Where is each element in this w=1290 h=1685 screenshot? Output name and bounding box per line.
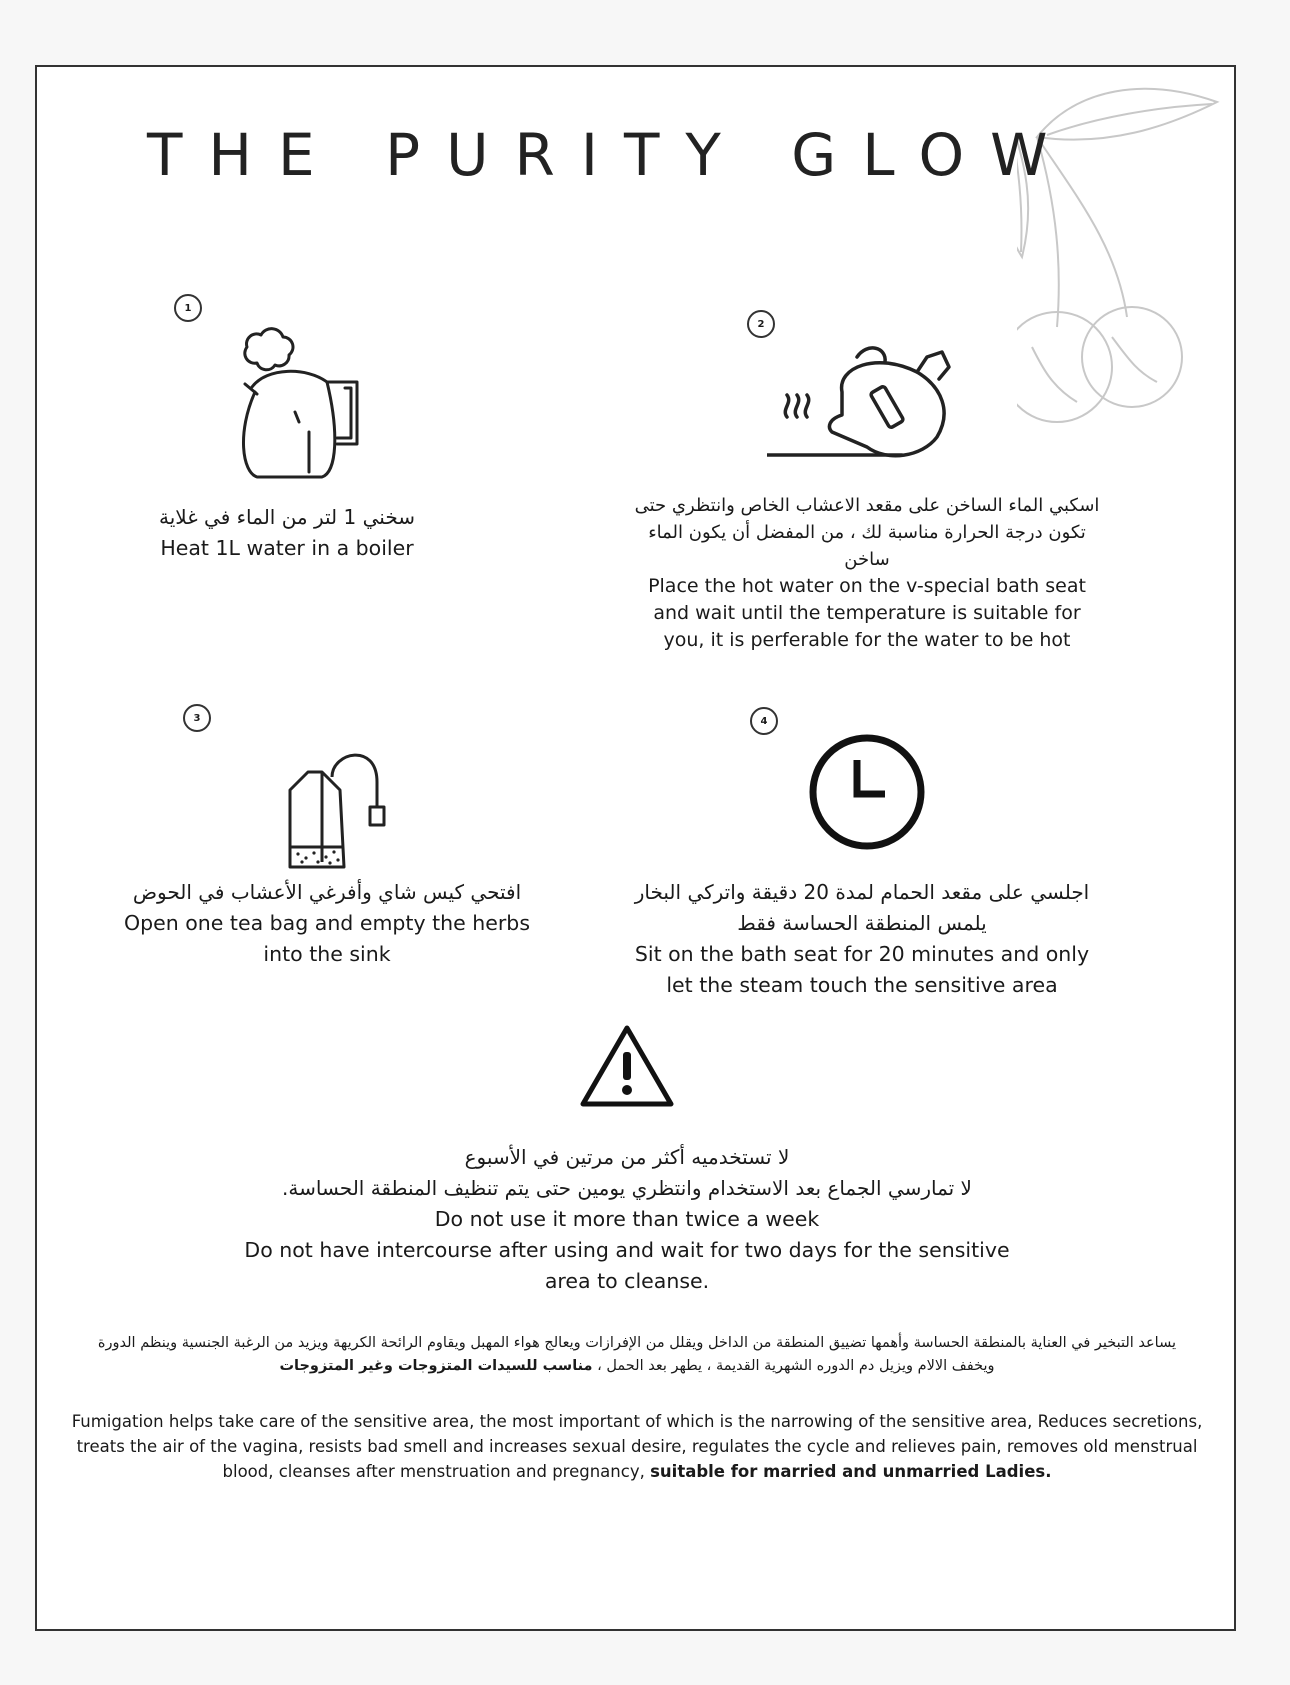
step-number-1: 1	[174, 294, 202, 322]
step-number-2: 2	[747, 310, 775, 338]
page-title: THE PURITY GLOW	[147, 121, 1074, 189]
warning-arabic-1: لا تستخدميه أكثر من مرتين في الأسبوع	[464, 1145, 790, 1169]
pouring-kettle-icon	[767, 337, 987, 467]
step-2-arabic: اسكبي الماء الساخن على مقعد الاعشاب الخاص وانتظري حتى تكون درجة الحرارة مناسبة لك ، من المفضل أن يكون الماء ساخن	[634, 495, 1100, 570]
step-4-english: Sit on the bath seat for 20 minutes and only let the steam touch the sensitive area	[634, 942, 1090, 997]
tea-bag-icon	[282, 742, 392, 877]
warning-arabic-2: لا تمارسي الجماع بعد الاستخدام وانتظري يومين حتى يتم تنظيف المنطقة الحساسة.	[282, 1176, 972, 1200]
info-english-bold: suitable for married and unmarried Ladies.	[650, 1462, 1052, 1481]
step-4-text	[632, 877, 1092, 1001]
step-3-arabic: افتحي كيس شاي وأفرغي الأعشاب في الحوض	[132, 880, 522, 904]
kettle-icon	[227, 322, 367, 482]
step-2-text	[632, 492, 1102, 654]
warning-english-2: Do not have intercourse after using and wait for two days for the sensitive area to cleanse.	[244, 1238, 1010, 1293]
step-1-english: Heat 1L water in a boiler	[160, 536, 414, 560]
info-arabic	[77, 1332, 1197, 1378]
step-number-3: 3	[183, 704, 211, 732]
info-arabic-main: يساعد التبخير في العناية بالمنطقة الحساسة وأهمها تضييق المنطقة من الداخل ويقلل من الإفرازات ويعالج هواء المهبل ويقاوم الرائحة الكريهة ويزيد من الرغبة الجنسية وينظم الدورة ويخفف الالام ويزيل دم الدوره الشهرية القديمة ، يطهر بعد الحمل ،	[97, 1335, 1177, 1374]
step-1-arabic: سخني 1 لتر من الماء في غلاية	[159, 505, 415, 529]
info-arabic-bold: مناسب للسيدات المتزوجات وغير المتزوجات	[279, 1358, 593, 1374]
instruction-card	[35, 65, 1236, 1631]
clock-icon	[807, 732, 927, 852]
step-number-4: 4	[750, 707, 778, 735]
warning-icon	[577, 1022, 677, 1112]
step-4-arabic: اجلسي على مقعد الحمام لمدة 20 دقيقة واتركي البخار يلمس المنطقة الحساسة فقط	[634, 880, 1090, 935]
step-3-text	[117, 877, 537, 970]
info-english-main: Fumigation helps take care of the sensitive area, the most important of which is the narrowing of the sensitive area, Reduces secretions, treats the air of the vagina, resists bad smell and increases sexual desire, regulates the cycle and relieves pain, removes old menstrual blood, cleanses after menstruation and pregnancy,	[71, 1412, 1203, 1481]
warning-english-1: Do not use it more than twice a week	[434, 1207, 820, 1231]
step-1-text	[77, 502, 497, 564]
info-english	[67, 1409, 1207, 1484]
warning-text	[217, 1142, 1037, 1297]
step-2-english: Place the hot water on the v-special bath seat and wait until the temperature is suitable for you, it is perferable for the water to be hot	[648, 575, 1086, 651]
step-3-english: Open one tea bag and empty the herbs into the sink	[123, 911, 531, 966]
